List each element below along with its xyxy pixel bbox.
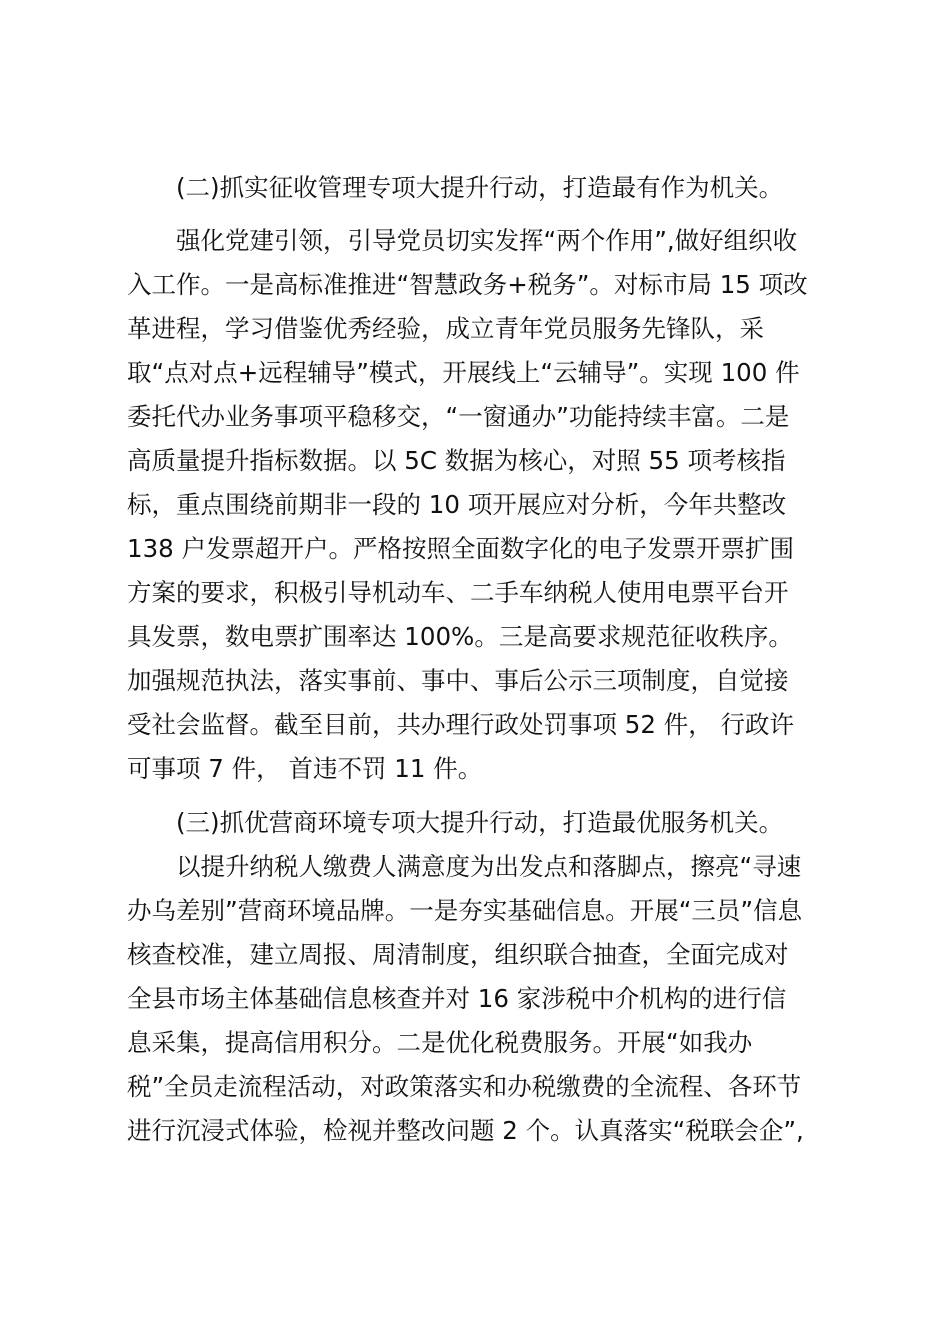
- paragraph-line: 核查校准，建立周报、周清制度，组织联合抽查，全面完成对: [127, 940, 789, 969]
- paragraph-line: 受社会监督。截至目前，共办理行政处罚事项 52 件， 行政许: [127, 710, 795, 739]
- paragraph-line: 加强规范执法，落实事前、事中、事后公示三项制度，自觉接: [127, 666, 789, 695]
- paragraph-line: 可事项 7 件， 首违不罚 11 件。: [127, 754, 483, 783]
- paragraph-line: 进行沉浸式体验，检视并整改问题 2 个。认真落实“税联会企”,: [127, 1116, 804, 1145]
- paragraph-line: 以提升纳税人缴费人满意度为出发点和落脚点，擦亮“寻速: [176, 852, 802, 881]
- paragraph-line: 标，重点围绕前期非一段的 10 项开展应对分析，今年共整改: [127, 490, 787, 519]
- paragraph-line: 具发票，数电票扩围率达 100%。三是高要求规范征收秩序。: [127, 622, 793, 651]
- paragraph-line: 取“点对点+远程辅导”模式，开展线上“云辅导”。实现 100 件: [127, 358, 800, 387]
- paragraph-line: 委托代办业务事项平稳移交，“一窗通办”功能持续丰富。二是: [127, 402, 790, 431]
- paragraph-line: 138 户发票超开户。严格按照全面数字化的电子发票开票扩围: [127, 534, 795, 563]
- paragraph-line: 革进程，学习借鉴优秀经验，成立青年党员服务先锋队，采: [127, 314, 764, 343]
- paragraph-line: 方案的要求，积极引导机动车、二手车纳税人使用电票平台开: [127, 578, 789, 607]
- section-heading-2: (二)抓实征收管理专项大提升行动，打造最有作为机关。: [176, 173, 784, 202]
- paragraph-line: 税”全员走流程活动，对政策落实和办税缴费的全流程、各环节: [127, 1072, 802, 1101]
- paragraph-line: 办乌差别”营商环境品牌。一是夯实基础信息。开展“三员”信息: [127, 896, 803, 925]
- paragraph-line: 高质量提升指标数据。以 5C 数据为核心，对照 55 项考核指: [127, 446, 786, 475]
- paragraph-line: 全县市场主体基础信息核查并对 16 家涉税中介机构的进行信: [127, 984, 787, 1013]
- section-heading-3: (三)抓优营商环境专项大提升行动，打造最优服务机关。: [176, 808, 784, 837]
- paragraph-line: 入工作。一是高标准推进“智慧政务+税务”。对标市局 15 项改: [127, 270, 808, 299]
- paragraph-line: 强化党建引领，引导党员切实发挥“两个作用”,做好组织收: [176, 226, 798, 255]
- paragraph-line: 息采集，提高信用积分。二是优化税费服务。开展“如我办: [127, 1028, 753, 1057]
